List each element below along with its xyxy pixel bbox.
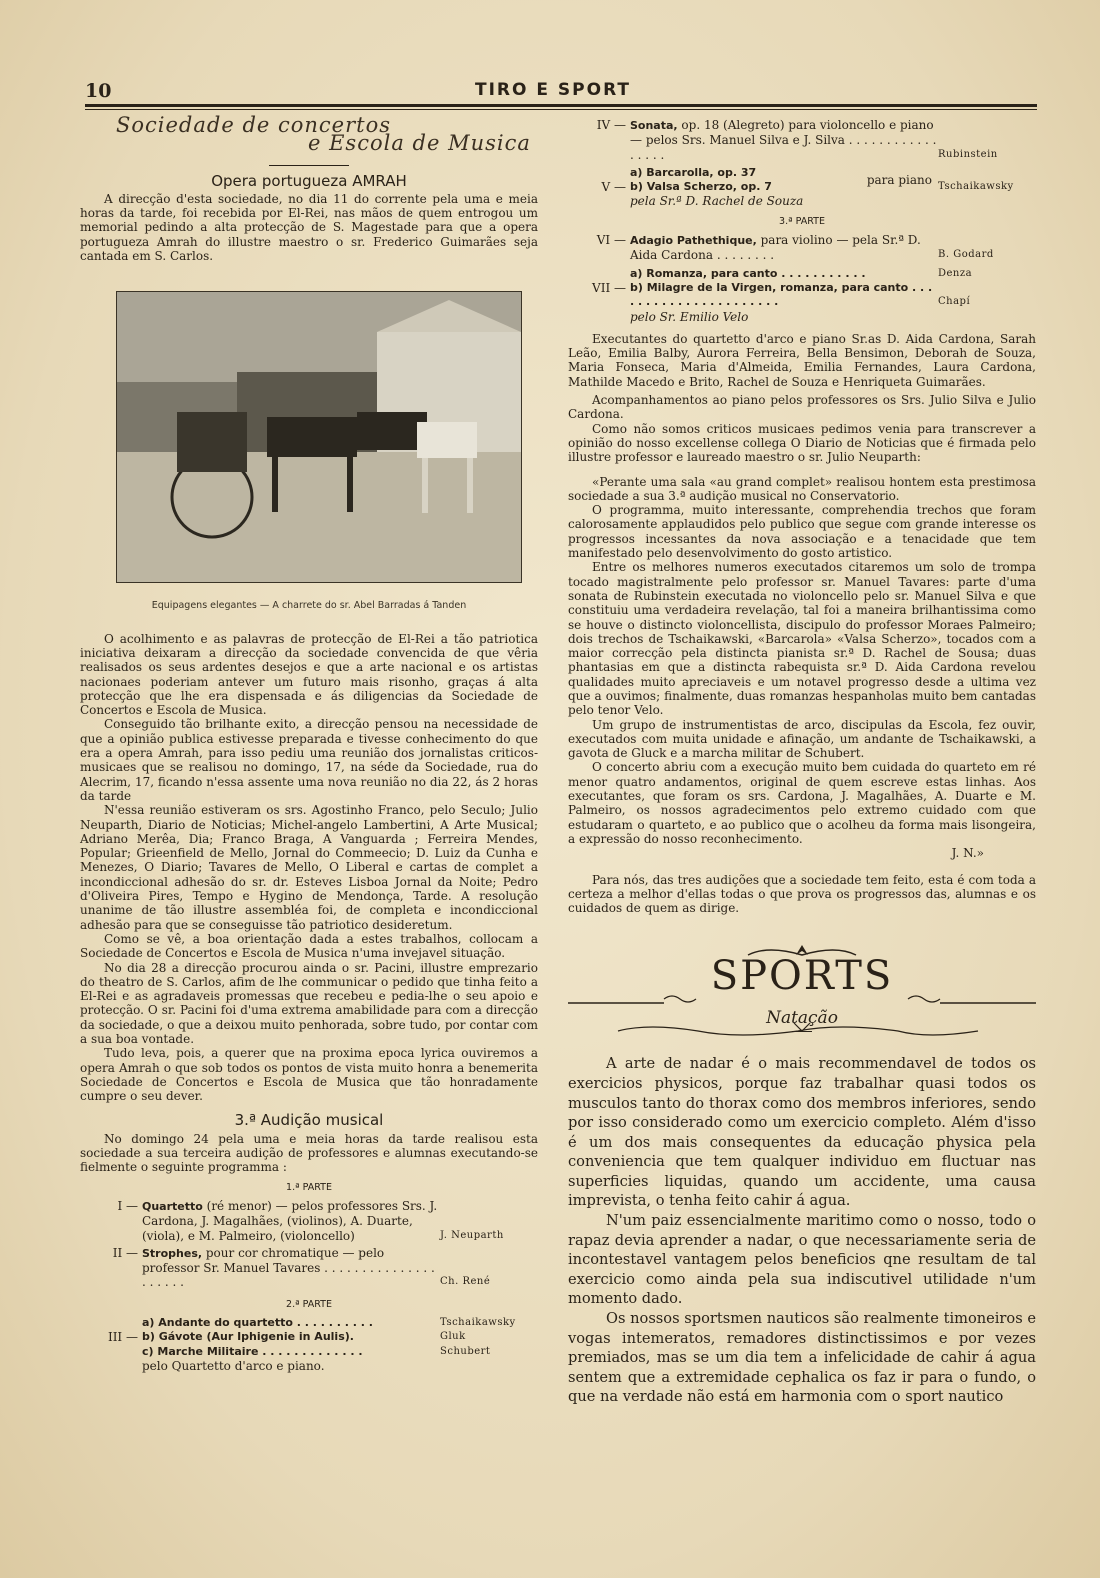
left-column — [80, 113, 538, 1373]
page-number: 10 — [85, 80, 112, 102]
programme-performer — [80, 1359, 538, 1373]
composer: Tschaikawsky — [440, 1317, 516, 1329]
quote-paragraph: Um grupo de instrumentistas de arco, discipulas da Escola, fez ouvir, executados com muita unidade e afinação, um andante de Tschaikawski, a gavota de Gluck e a marcha militar de Schubert. — [568, 717, 1036, 761]
piece-title: b) Valsa Scherzo, op. 7 — [630, 180, 772, 194]
audicao-title: 3.ª Audição musical — [234, 1111, 384, 1130]
quote-paragraph: Entre os melhores numeros executados citaremos um solo de trompa tocado magistralmente pelo professor sr. Manuel Tavares: parte d'uma sonata de Rubinstein executada no violoncello pelo sr. Manuel Silva e que constituiu uma verdadeira revelação, tal foi a maneira brilhantissima como se houve o distincto violoncellista, discipulo do professor Moraes Palmeiro; dois trechos de Tschaikawski, «Barcarola» «Valsa Scherzo», tocados com a maior correcção pela distincta pianista sr.ª D. Rachel de Sousa; duas phantasias em que a distincta rabequista sr.ª D. Aida Cardona revelou qualidades muito apreciaveis e um notavel progresso desde a ultima vez que a ouvimos; finalmente, duas romanzas hespanholas muito bem cantadas pelo tenor Velo. — [568, 560, 1036, 718]
audicao-paragraph: No domingo 24 pela uma e meia horas da tarde realisou esta sociedade a sua terceira audição de professores e alumnas executando-se fielmente o seguinte programma : — [80, 1131, 538, 1175]
piece-detail: op. 18 (Alegreto) para violoncello e piano — pelos Srs. Manuel Silva e J. Silva . . . . . . . . . . . . . . . . . — [630, 118, 937, 162]
piece-detail: para violino — pela Sr.ª D. Aida Cardona . . . . . . . . — [630, 233, 921, 263]
paragraph: N'essa reunião estiveram os srs. Agostinho Franco, pelo Seculo; Julio Neuparth, Diario de Noticias; Michel-angelo Lambertini, A Arte Musical; Adriano Merêa, Dia; Franco Braga, A Vanguarda ; Ferreira Mendes, Popular; Grieenfield de Mello, Jornal do Commeecio; D. Luiz da Cunha e Menezes, O Diario; Tavares de Mello, O Liberal e cartas de complet a incondiccional adhesão do sr. dr. Esteves Lisboa Jornal da Noite; Pedro d'Oliveira Pires, Tempo e Hygino de Mendonça, Tarde. A resolução unanime de tão illustre assembléa foi, de completa e incondiccional adhesão para que se conseguisse tão patriotico desideretum. — [80, 803, 538, 932]
programme-item — [80, 1316, 538, 1330]
natacao-article — [568, 1054, 1036, 1407]
programme-continued — [568, 118, 1036, 324]
quote-paragraph: «Perante uma sala «au grand complet» realisou hontem esta prestimosa sociedade a sua 3.ª audição musical no Conservatorio. — [568, 474, 1036, 503]
composer: Ch. René — [440, 1276, 491, 1288]
item-number: V — — [601, 180, 626, 195]
programme-item — [80, 1246, 538, 1290]
programme-item — [80, 1330, 538, 1344]
header-rule-thin — [85, 109, 1037, 110]
carriage-photo-illustration — [117, 292, 521, 582]
paragraph: O acolhimento e as palavras de protecção de El-Rei a tão patriotica iniciativa deixaram a direcção da sociedade convencida de que vêria realisados os seus ardentes desejos e que a arte nacional e os artistas nacionaes poderiam antever um futuro mais risonho, graças á alta protecção que lhe era dispensada e ás diligencias da Sociedade de Concertos e Escola de Musica. — [80, 631, 538, 718]
performer: pelo Quartetto d'arco e piano. — [142, 1358, 325, 1373]
paragraph: Conseguido tão brilhante exito, a direcção pensou na necessidade de que a opinião publica estivesse preparada e tivesse conhecimento do que era a opera Amrah, para isso pediu uma reunião dos jornalistas criticos-musicaes que se realisou no domingo, 17, na séde da Sociedade, rua do Alecrim, 17, ficando n'essa assente uma nova reunião no dia 22, ás 2 horas da tarde — [80, 717, 538, 803]
programme-item — [80, 1345, 538, 1359]
item-number: I — — [117, 1198, 138, 1213]
item-number: II — — [112, 1245, 138, 1260]
item-number: IV — — [596, 118, 626, 132]
programme-item — [568, 267, 1036, 281]
opera-title: Opera portugueza AMRAH — [211, 171, 407, 190]
piece-detail: pour cor chromatique — pelo professor Sr. Manuel Tavares . . . . . . . . . . . . . . . . . . . . . — [142, 1245, 435, 1290]
paragraph: Tudo leva, pois, a querer que na proxima epoca lyrica ouviremos a opera Amrah o que sob todos os pontos de vista muito honra a benemerita Sociedade de Concertos e Escola de Musica que tão honradamente cumpre o seu dever. — [80, 1046, 538, 1104]
programme-part1 — [80, 1181, 538, 1374]
performer: pelo Sr. Emilio Velo — [630, 309, 749, 324]
paragraph: A arte de nadar é o mais recommendavel de todos os exercicios physicos, porque faz trabalhar quasi todos os musculos tanto do thorax como dos membros inferiores, sendo por isso considerado como um exercicio completo. Além d'isso é um dos mais consequentes da educação physica pela conveniencia que tem qualquer individuo em fluctuar nas superficies liquidas, quando um accidente, uma causa imprevista, o tenha feito cahir á agua. — [568, 1055, 1036, 1210]
paragraph: No dia 28 a direcção procurou ainda o sr. Pacini, illustre emprezario do theatro de S. Carlos, afim de lhe communicar o pedido que tinha feito a El-Rei e as agradaveis promessas que recebeu e pedia-lhe o seu apoio e protecção. O sr. Pacini foi d'uma extrema amabilidade para com a direcção da sociedade, o que a deixou muito penhorada, sobre tudo, por contar com a sua boa vontade. — [80, 960, 538, 1046]
composer: J. Neuparth — [440, 1229, 504, 1241]
header-rule — [85, 104, 1037, 107]
programme-item — [568, 233, 1036, 263]
piece-title: Adagio Pathethique, — [630, 234, 757, 248]
photo-caption: Equipagens elegantes — A charrete do sr. Abel Barradas á Tanden — [151, 600, 467, 612]
paragraph: N'um paiz essencialmente maritimo como o nosso, todo o rapaz devia aprender a nadar, o que necessariamente seria de incontestavel vantagem pelos beneficios qne resultam de tal exercicio como ainda pela sua indiscutivel utilidade n'um momento dado. — [568, 1212, 1036, 1308]
composer: Gluk — [440, 1331, 466, 1343]
opera-paragraph: A direcção d'esta sociedade, no dia 11 do corrente pela uma e meia horas da tarde, foi recebida por El-Rei, nas mãos de quem entrogou um memorial pedindo a alta protecção de S. Magestade para que a opera portugueza Amrah do illustre maestro o sr. Frederico Guimarães seja cantada em S. Carlos. — [80, 191, 538, 264]
piece-title: c) Marche Militaire . . . . . . . . . . . . . — [142, 1344, 363, 1358]
composer: Tschaikawsky — [938, 181, 1014, 193]
programme-item — [568, 281, 1036, 310]
item-number: VII — — [592, 280, 626, 295]
quoted-review — [568, 475, 1036, 861]
section-heading-line2: e Escola de Musica — [308, 131, 531, 156]
paragraph: Executantes do quartetto d'arco e piano Sr.as D. Aida Cardona, Sarah Leão, Emilia Balby, Aurora Ferreira, Bella Bensimon, Deborah de Souza, Maria Fonseca, Maria d'Almeida, Emilia Fernandes, Laura Cardona, Mathilde Macedo e Brito, Rachel de Souza e Henriqueta Guimarães. — [568, 331, 1036, 389]
sports-title: SPORTS — [710, 952, 894, 999]
performer: pela Sr.ª D. Rachel de Souza — [630, 194, 804, 209]
piece-detail: para piano — [866, 173, 932, 188]
piece-title: a) Romanza, para canto . . . . . . . . . . . — [630, 266, 866, 280]
composer: Schubert — [440, 1345, 491, 1357]
piece-title: a) Andante do quartetto . . . . . . . . . . — [142, 1316, 373, 1330]
piece-title: a) Barcarolla, op. 37 — [630, 165, 757, 179]
piece-detail: (ré menor) — pelos professores Srs. J. Cardona, J. Magalhães, (violinos), A. Duarte, (viola), e M. Palmeiro, (violoncello) — [142, 1198, 438, 1243]
programme-item — [80, 1199, 538, 1243]
item-number: III — — [107, 1330, 138, 1345]
masthead-title: TIRO E SPORT — [475, 80, 631, 100]
composer: Chapí — [938, 296, 971, 308]
composer: Rubinstein — [938, 148, 998, 160]
carriage-photo — [116, 291, 522, 583]
programme-performer — [568, 310, 1036, 324]
paragraph: Acompanhamentos ao piano pelos professores os Srs. Julio Silva e Julio Cardona. — [568, 393, 1036, 422]
programme-item — [568, 118, 1036, 162]
paragraph: Como se vê, a boa orientação dada a estes trabalhos, collocam a Sociedade de Concertos e Escola de Musica n'uma invejavel situação. — [80, 931, 538, 961]
closing-paragraph: Para nós, das tres audições que a sociedade tem feito, esta é com toda a certeza a melhor d'ellas todas o que prova os progressos das, alumnas e os cuidados de quem as dirige. — [568, 872, 1036, 916]
piece-title: b) Gávote (Aur Iphigenie in Aulis). — [142, 1330, 354, 1344]
composer: B. Godard — [938, 249, 994, 261]
parte-label: 1.ª PARTE — [286, 1181, 332, 1193]
signature: J. N.» — [951, 846, 984, 861]
item-number: VI — — [596, 233, 626, 248]
natacao-title: Natação — [766, 1008, 838, 1029]
piece-title: b) Milagre de la Virgen, romanza, para canto . . . . . . . . . . . . . . . . . . . . . . — [630, 280, 933, 309]
piece-title: Sonata, — [630, 119, 678, 132]
paragraph: Como não somos criticos musicaes pedimos venia para transcrever a opinião do nosso excellense collega O Diario de Noticias que é firmada pelo illustre professor e laureado maestro o sr. Julio Neuparth: — [568, 421, 1036, 465]
right-column — [568, 118, 1036, 1407]
piece-title: Quartetto — [142, 1199, 203, 1213]
piece-title: Strophes, — [142, 1246, 203, 1260]
divider — [269, 165, 349, 166]
section-heading-line1: Sociedade de concertos — [116, 113, 392, 137]
paragraph: Os nossos sportsmen nauticos são realmente timoneiros e vogas intemeratos, remadores distinctissimos e por vezes premiados, mas se um dia tem a infelicidade de cahir á agua sentem que a extremidade cephalica os faz ir para o fundo, o que na verdade não está em harmonia com o sport nautico — [568, 1310, 1036, 1406]
quote-paragraph: O programma, muito interessante, comprehendia trechos que foram calorosamente applaudidos pelo publico que segue com grande interesse os progressos incessantes da nova associação e a tenacidade que tem manifestado pelo desenvolvimento do gosto artistico. — [568, 503, 1036, 561]
parte-label: 2.ª PARTE — [286, 1298, 332, 1310]
parte-label: 3.ª PARTE — [779, 215, 825, 227]
quote-paragraph: O concerto abriu com a execução muito bem cuidada do quarteto em ré menor quatro andamentos, original de quem escreve estas linhas. Aos executantes, que foram os srs. Cardona, J. Magalhães, A. Duarte e M. Palmeiro, os nossos agradecimentos pelo extremo cuidado com que estudaram o quarteto, e ao publico que o acolheu da forma mais lisongeira, a expressão do nosso reconhecimento. — [568, 760, 1036, 846]
programme-item — [568, 166, 1036, 209]
composer: Denza — [938, 267, 973, 279]
